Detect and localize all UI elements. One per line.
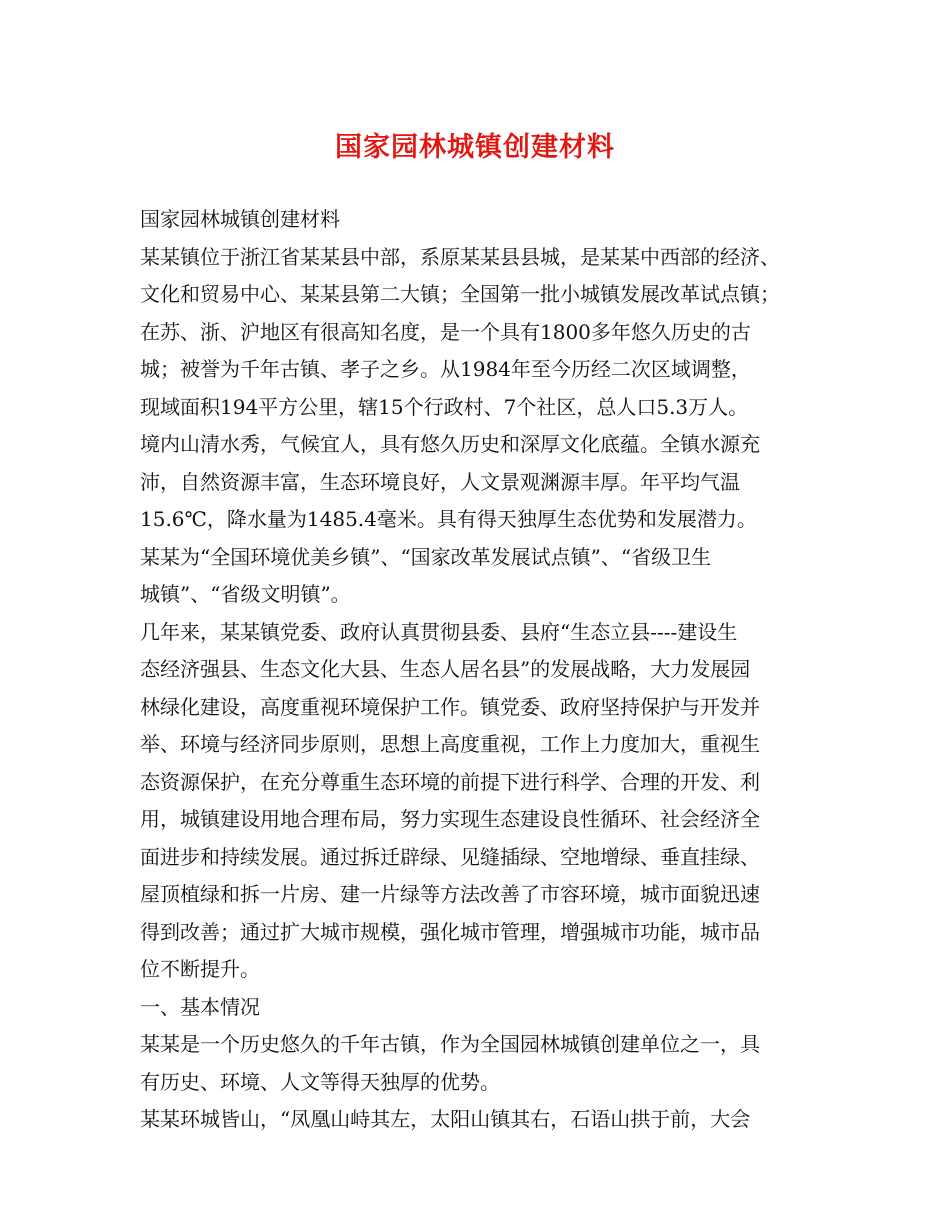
body-line: 林绿化建设，高度重视环境保护工作。镇党委、政府坚持保护与开发并 xyxy=(140,694,760,719)
body-line: 某某是一个历史悠久的千年古镇，作为全国园林城镇创建单位之一，具 xyxy=(140,1032,760,1056)
document-body xyxy=(140,201,830,1139)
body-line: 举、环境与经济同步原则，思想上高度重视，工作上力度加大，重视生 xyxy=(140,732,760,756)
body-line: 几年来，某某镇党委、政府认真贯彻县委、县府“生态立县----建设生 xyxy=(140,619,738,644)
body-line: 城；被誉为千年古镇、孝子之乡。从1984年至今历经二次区域调整， xyxy=(140,357,751,381)
body-line: 屋顶植绿和拆一片房、建一片绿等方法改善了市容环境，城市面貌迅速 xyxy=(140,882,760,906)
body-line: 15.6℃，降水量为1485.4毫米。具有得天独厚生态优势和发展潜力。 xyxy=(140,507,757,531)
body-line: 面进步和持续发展。通过拆迁辟绿、见缝插绿、空地增绿、垂直挂绿、 xyxy=(140,844,760,869)
body-line: 某某环城皆山，“凤凰山峙其左，太阳山镇其右，石语山拱于前，大会 xyxy=(140,1107,751,1131)
body-line: 得到改善；通过扩大城市规模，强化城市管理，增强城市功能，城市品 xyxy=(140,919,760,944)
body-line: 用，城镇建设用地合理布局，努力实现生态建设良性循环、社会经济全 xyxy=(140,807,760,831)
body-line: 态资源保护，在充分尊重生态环境的前提下进行科学、合理的开发、利 xyxy=(140,769,760,794)
body-line: 国家园林城镇创建材料 xyxy=(140,207,340,231)
body-line: 文化和贸易中心、某某县第二大镇；全国第一批小城镇发展改革试点镇； xyxy=(140,282,780,306)
body-line: 现域面积194平方公里，辖15个行政村、7个社区，总人口5.3万人。 xyxy=(140,394,749,419)
body-line: 某某为“全国环境优美乡镇”、“国家改革发展试点镇”、“省级卫生 xyxy=(140,544,712,569)
body-line: 沛，自然资源丰富，生态环境良好，人文景观渊源丰厚。年平均气温 xyxy=(140,469,740,494)
body-line: 位不断提升。 xyxy=(140,957,260,981)
section-heading: 一、基本情况 xyxy=(140,994,260,1019)
body-line: 境内山清水秀，气候宜人，具有悠久历史和深厚文化底蕴。全镇水源充 xyxy=(140,432,760,456)
body-line: 在苏、浙、沪地区有很高知名度，是一个具有1800多年悠久历史的古 xyxy=(140,319,751,344)
body-line: 城镇”、“省级文明镇”。 xyxy=(140,582,351,606)
body-line: 态经济强县、生态文化大县、生态人居名县”的发展战略，大力发展园 xyxy=(140,657,751,681)
body-line: 有历史、环境、人文等得天独厚的优势。 xyxy=(140,1069,500,1094)
document-title: 国家园林城镇创建材料 xyxy=(335,132,615,163)
body-line: 某某镇位于浙江省某某县中部，系原某某县县城，是某某中西部的经济、 xyxy=(140,244,780,269)
